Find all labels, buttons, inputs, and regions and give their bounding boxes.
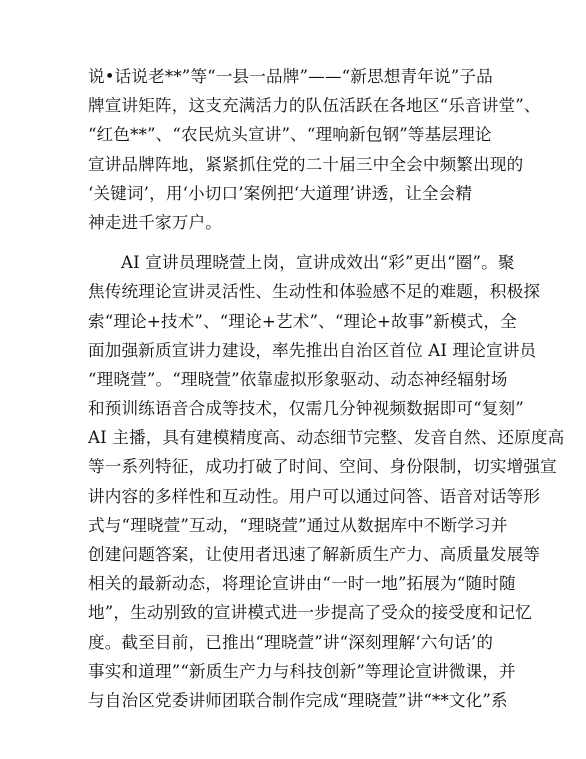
paragraph-line: 式与“理晓萱”互动，“理晓萱”通过从数据库中不断学习并 [88,515,508,535]
paragraph-line: ‘关键词’，用‘小切口’案例把‘大道理’讲透，让全会精 [88,183,473,203]
paragraph-line: 神走进千家万户。 [88,212,222,232]
paragraph-line: 相关的最新动态，将理论宣讲由“一时一地”拓展为“随时随 [88,574,516,594]
paragraph-line: 度。截至目前，已推出“理晓萱”讲“深刻理解‘六句话’的 [88,632,494,652]
paragraph-line: “红色**”、“农民炕头宣讲”、“理响新包钢”等基层理论 [88,125,492,145]
paragraph-line: AI 主播，具有建模精度高、动态细节完整、发音自然、还原度高 [88,428,565,448]
paragraph-2 [88,248,565,715]
paragraph-gap [88,237,508,248]
paragraph-line: 面加强新质宣讲力建设，率先推出自治区首位 AI 理论宣讲员 [88,340,537,360]
paragraph-line: AI 宣讲员理晓萱上岗，宣讲成效出“彩”更出“圈”。聚 [121,253,515,273]
paragraph-line: “理晓萱”。“理晓萱”依靠虚拟形象驱动、动态神经辐射场 [88,369,508,389]
paragraph-line: 与自治区党委讲师团联合制作完成“理晓萱”讲“**文化”系 [88,690,508,710]
paragraph-line: 讲内容的多样性和互动性。用户可以通过问答、语音对话等形 [88,486,541,506]
paragraph-line: 等一系列特征，成功打破了时间、空间、身份限制，切实增强宣 [88,457,557,477]
document-body [88,62,565,715]
paragraph-line: 宣讲品牌阵地，紧紧抓住党的二十届三中全会中频繁出现的 [88,154,524,174]
paragraph-line: 创建问题答案，让使用者迅速了解新质生产力、高质量发展等 [88,545,541,564]
paragraph-line: 事实和道理”“新质生产力与科技创新”等理论宣讲微课，并 [88,661,516,681]
paragraph-line: 地”，生动别致的宣讲模式进一步提高了受众的接受度和记忆 [88,603,532,623]
paragraph-line: 和预训练语音合成等技术，仅需几分钟视频数据即可“复刻” [88,399,524,419]
paragraph-line: 索“理论+技术”、“理论+艺术”、“理论+故事”新模式，全 [88,311,517,331]
paragraph-line: 牌宣讲矩阵，这支充满活力的队伍活跃在各地区“乐音讲堂”、 [88,96,541,116]
paragraph-line: 说•话说老**”等“一县一品牌”——“新思想青年说”子品 [88,67,493,86]
paragraph-line: 焦传统理论宣讲灵活性、生动性和体验感不足的难题，积极探 [88,282,541,302]
paragraph-1 [88,62,541,237]
